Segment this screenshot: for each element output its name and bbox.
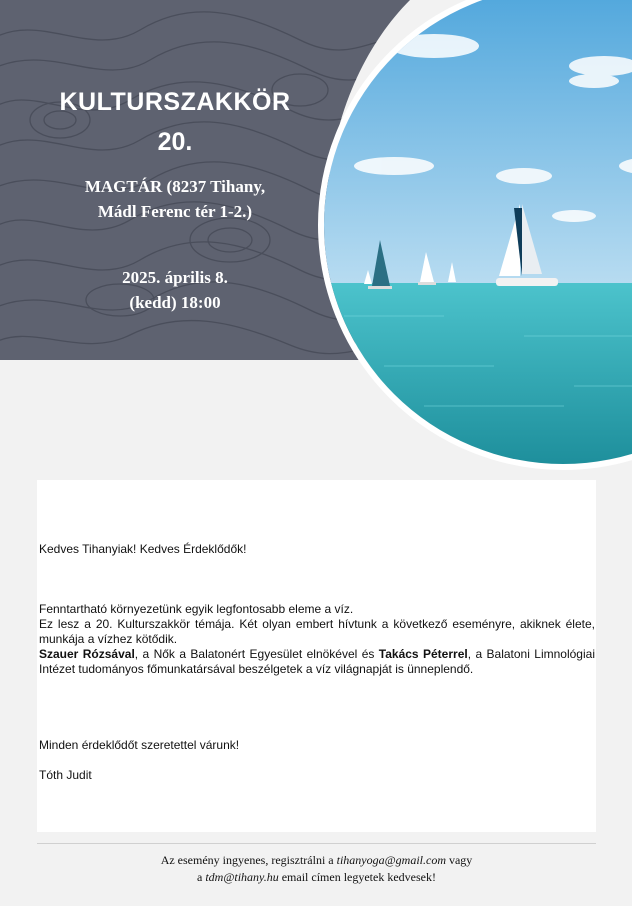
event-title: KULTURSZAKKÖR: [59, 88, 291, 116]
footer-line-1-prefix: Az esemény ingyenes, regisztrálni a: [160, 853, 337, 867]
footer: [37, 852, 596, 886]
guest-1-name: Szauer Rózsával: [39, 647, 135, 661]
signature: Tóth Judit: [39, 768, 92, 782]
footer-line-1-suffix: vagy: [445, 853, 473, 867]
footer-divider: [37, 843, 596, 844]
footer-line-1: [37, 852, 596, 869]
event-date: [10, 265, 340, 315]
guests-mid-text: , a Nők a Balatonért Egyesület elnökével és: [134, 647, 379, 661]
date-line-2: (kedd) 18:00: [129, 293, 221, 312]
date-line-1: 2025. április 8.: [122, 268, 228, 287]
footer-line-2: [37, 869, 596, 886]
location-line-2: Mádl Ferenc tér 1-2.): [97, 202, 253, 221]
content-box: [37, 480, 596, 832]
email-link-1[interactable]: tihanyoga@gmail.com: [336, 853, 446, 867]
footer-line-2-suffix: email címen legyetek kedvesek!: [278, 870, 436, 884]
intro-line-2: Ez lesz a 20. Kulturszakkör témája. Két olyan embert hívtunk a következő eseményre, akiknek élete, munkája a vízhez kötődik.: [39, 617, 595, 646]
event-location: [10, 174, 340, 224]
guests-paragraph: [39, 647, 595, 677]
footer-line-2-prefix: a: [197, 870, 206, 884]
invitation: Minden érdeklődőt szeretettel várunk!: [39, 738, 240, 752]
paragraph-intro: [39, 602, 595, 677]
location-line-1: MAGTÁR (8237 Tihany,: [84, 177, 266, 196]
greeting: Kedves Tihanyiak! Kedves Érdeklődők!: [39, 542, 247, 556]
guests-end-text: , a Balatoni Limnológiai Intézet tudományos főmunkatársával beszélgetek a víz világnapját is ünneplendő.: [39, 647, 595, 676]
email-link-2[interactable]: tdm@tihany.hu: [205, 870, 279, 884]
guest-2-name: Takács Péterrel: [378, 647, 468, 661]
event-number: 20.: [157, 128, 193, 156]
intro-line-1: Fenntartható környezetünk egyik legfontosabb eleme a víz.: [39, 602, 354, 616]
